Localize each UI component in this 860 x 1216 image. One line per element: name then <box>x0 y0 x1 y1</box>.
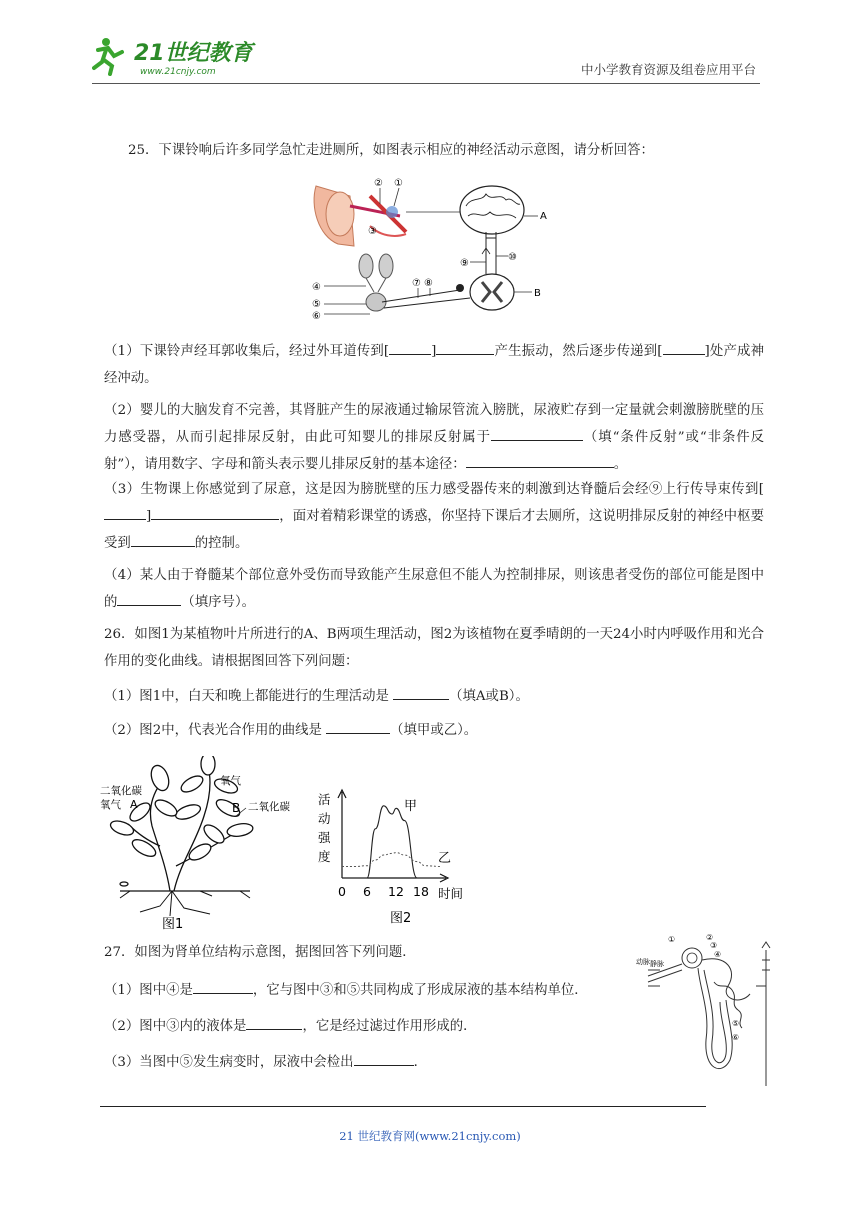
q27-stem: 27．如图为肾单位结构示意图，据图回答下列问题． <box>104 945 416 960</box>
x-tick-label: 12 <box>388 884 404 899</box>
q26-stem: 26．如图1为某植物叶片所进行的A、B两项生理活动，图2为该植物在夏季晴朗的一天24小时内呼吸作用和光合作用的变化曲线。请根据图回答下列问题： <box>104 627 764 669</box>
kidney-bladder-illustration <box>359 254 393 311</box>
y-axis-label <box>318 792 331 864</box>
q26-part2: （2）图2中，代表光合作用的曲线是 （填甲或乙）。 <box>104 717 764 744</box>
label-3: ③ <box>368 226 377 237</box>
logo-text: 21世纪教育 <box>134 41 253 66</box>
answer-blank[interactable] <box>104 504 146 520</box>
label-3: ③ <box>710 941 718 950</box>
answer-blank[interactable] <box>389 339 431 355</box>
label-6: ⑥ <box>732 1033 740 1042</box>
answer-blank[interactable] <box>354 1050 414 1066</box>
answer-blank[interactable] <box>117 590 181 606</box>
label-A: A <box>540 211 547 222</box>
plant-figure <box>100 756 310 932</box>
answer-blank[interactable] <box>393 684 449 700</box>
running-man-icon <box>94 38 122 74</box>
label-2: ② <box>706 933 714 942</box>
label-5: ⑤ <box>732 1019 740 1028</box>
series-jia-line <box>342 806 442 878</box>
figure-2-caption: 图2 <box>390 911 412 926</box>
answer-blank[interactable] <box>131 531 195 547</box>
label-co2-left: 二氧化碳 <box>100 785 142 797</box>
label-8: ⑧ <box>424 278 433 289</box>
label-2: ② <box>374 178 383 189</box>
activity-chart <box>312 786 482 934</box>
series-jia-label: 甲 <box>404 799 418 814</box>
ylabel-char: 动 <box>318 811 331 826</box>
q25-figure <box>310 176 560 326</box>
q25-part4: （4）某人由于脊髓某个部位意外受伤而导致能产生尿意但不能人为控制排尿，则该患者受伤的部位可能是图中的 （填序号）。 <box>104 568 764 610</box>
q25-part1: （1）下课铃声经耳郭收集后，经过外耳道传到[ ] 产生振动，然后逐步传递到[ ]处产成神经冲动。 <box>104 338 764 392</box>
q25-part3: （3）生物课上你感觉到了尿意，这是因为膀胱壁的压力感受器传来的刺激到达脊髓后会经⑨上行传导束传到[] ，面对着精彩课堂的诱惑，你坚持下课后才去厕所，这说明排尿反射的神经中枢要受到 的控制。 <box>104 482 764 551</box>
label-1: ① <box>394 178 403 189</box>
x-tick-label: 6 <box>363 884 371 899</box>
spinal-cord-illustration <box>456 274 514 310</box>
ylabel-char: 强 <box>318 830 331 845</box>
answer-blank[interactable] <box>491 425 583 441</box>
q26-part1: （1）图1中，白天和晚上都能进行的生理活动是 （填A或B）。 <box>104 683 764 710</box>
answer-blank[interactable] <box>246 1014 302 1030</box>
answer-blank[interactable] <box>193 978 253 994</box>
answer-blank[interactable] <box>151 504 279 520</box>
label-co2-right: 二氧化碳 <box>248 801 290 813</box>
label-o2-right: 氧气 <box>220 775 241 787</box>
platform-name: 中小学教育资源及组卷应用平台 <box>580 62 756 77</box>
ylabel-char: 度 <box>318 849 331 864</box>
answer-blank[interactable] <box>466 452 614 468</box>
q25-stem: 25．下课铃响后许多同学急忙走进厕所，如图表示相应的神经活动示意图，请分析回答： <box>128 143 654 158</box>
label-B: B <box>534 288 541 299</box>
brain-illustration <box>460 186 524 238</box>
footer-divider <box>100 1106 706 1107</box>
footer-link[interactable]: 21 世纪教育网(www.21cnjy.com) <box>339 1129 521 1143</box>
q27-part3: （3）当图中⑤发生病变时，尿液中会检出 ． <box>104 1050 427 1074</box>
q25-part2: （2）婴儿的大脑发育不完善，其肾脏产生的尿液通过输尿管流入膀胱，尿液贮存到一定量就会刺激膀胱壁的压力感受器，从而引起排尿反射，由此可知婴儿的排尿反射属于 （填“条件反射”或“非条件反射”），请用数字、字母和箭头表示婴儿排尿反射的基本途径： 。 <box>104 403 765 472</box>
ylabel-char: 活 <box>318 792 331 807</box>
nephron-figure <box>630 930 776 1090</box>
label-1: ① <box>668 935 676 944</box>
label-A: A <box>130 798 138 811</box>
header-divider <box>92 83 760 84</box>
nephron-illustration <box>648 942 770 1086</box>
answer-blank[interactable] <box>663 339 705 355</box>
label-4: ④ <box>714 950 722 959</box>
answer-blank[interactable] <box>326 718 390 734</box>
series-yi-label: 乙 <box>438 851 452 866</box>
site-logo[interactable] <box>92 34 262 80</box>
x-tick-label: 0 <box>338 884 346 899</box>
x-tick-label: 18 <box>413 884 429 899</box>
label-9: ⑨ <box>460 258 469 269</box>
label-vein: 静脉 <box>650 960 664 968</box>
label-B: B <box>232 801 241 815</box>
label-6: ⑥ <box>312 311 321 322</box>
label-artery: 动脉 <box>636 958 650 966</box>
logo-url: www.21cnjy.com <box>140 67 216 77</box>
x-axis-label: 时间 <box>438 886 464 901</box>
answer-blank[interactable] <box>436 339 494 355</box>
ear-illustration <box>314 186 406 246</box>
label-5: ⑤ <box>312 299 321 310</box>
label-4: ④ <box>312 282 321 293</box>
q27-part2: （2）图中③内的液体是 ，它是经过滤过作用形成的． <box>104 1014 477 1038</box>
label-10: ⑩ <box>508 252 517 263</box>
series-yi-line <box>342 853 442 867</box>
q27-part1: （1）图中④是 ，它与图中③和⑤共同构成了形成尿液的基本结构单位． <box>104 978 588 1002</box>
label-7: ⑦ <box>412 278 421 289</box>
figure-1-caption: 图1 <box>162 917 184 932</box>
label-o2-left: 氧气 <box>100 799 121 811</box>
